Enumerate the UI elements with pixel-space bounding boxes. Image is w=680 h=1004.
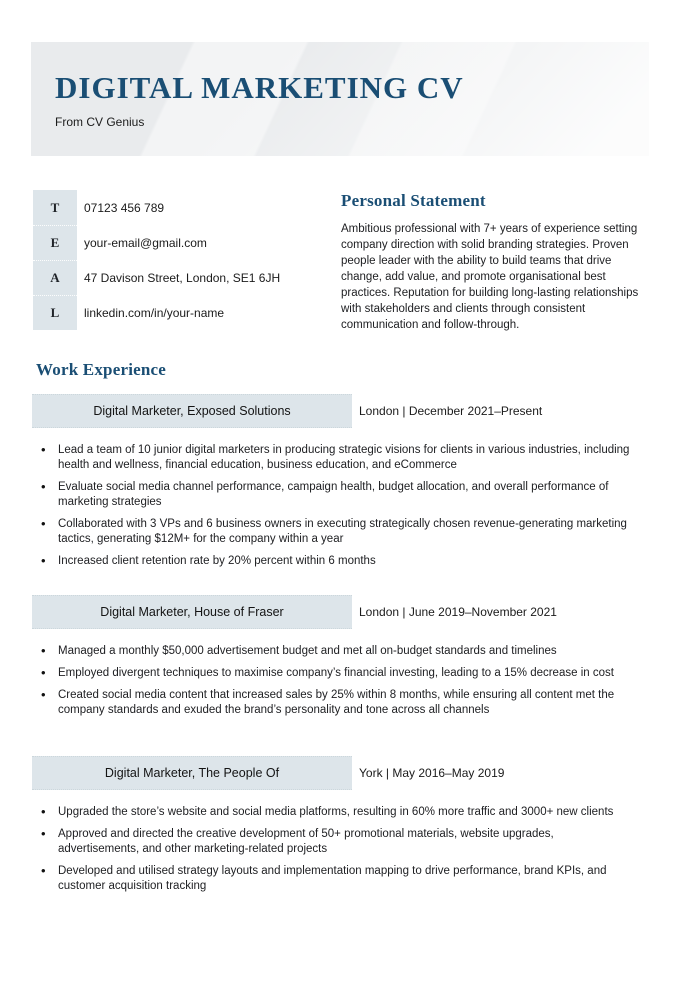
bullet-item: • Approved and directed the creative development of 50+ promotional materials, website upgrades, advertisements, and other marketing-related projects xyxy=(32,827,632,857)
contact-row-email xyxy=(33,225,341,260)
contact-label-linkedin: L xyxy=(33,295,77,330)
job-title-box xyxy=(32,394,352,428)
job-bullets xyxy=(32,644,632,718)
job-entry-the-people-of xyxy=(0,756,680,894)
job-header xyxy=(32,394,680,428)
bullet-item: • Increased client retention rate by 20% percent within 6 months xyxy=(32,554,632,569)
bullet-item: • Created social media content that increased sales by 25% within 8 months, while ensuring all content met the company standards and exuded the brand’s personality and tone across all channels xyxy=(32,688,632,718)
personal-statement-body: Ambitious professional with 7+ years of experience setting company direction with solid branding strategies. Proven people leader with the ability to build teams that drive change, add value, and promote organisational best practices. Reputation for building long-lasting relationships with stakeholders and clients through consistent communication and follow-through. xyxy=(341,223,639,331)
job-title: Digital Marketer, House of Fraser xyxy=(100,605,284,619)
work-experience-section xyxy=(0,360,680,894)
bullet-item: • Managed a monthly $50,000 advertisement budget and met all on-budget standards and timelines xyxy=(32,644,632,659)
bullet-item: • Evaluate social media channel performance, campaign health, budget allocation, and overall performance of marketing strategies xyxy=(32,480,632,510)
page-subtitle: From CV Genius xyxy=(55,115,145,129)
personal-statement-heading: Personal Statement xyxy=(341,191,486,210)
cv-page xyxy=(0,42,680,1004)
bullet-item: • Upgraded the store’s website and social media platforms, resulting in 60% more traffic and 3000+ new clients xyxy=(32,805,632,820)
contact-label-email: E xyxy=(33,225,77,260)
contact-value-phone: 07123 456 789 xyxy=(84,200,165,215)
personal-statement-section xyxy=(341,190,649,333)
top-section xyxy=(33,190,649,333)
job-title: Digital Marketer, Exposed Solutions xyxy=(93,404,291,418)
contact-block xyxy=(33,190,341,333)
job-bullets xyxy=(32,805,632,894)
bullet-item: • Employed divergent techniques to maximise company’s financial investing, leading to a 15% decrease in cost xyxy=(32,666,632,681)
work-experience-heading: Work Experience xyxy=(36,360,167,379)
job-title-box xyxy=(32,756,352,790)
job-title: Digital Marketer, The People Of xyxy=(104,766,280,780)
job-entry-house-of-fraser xyxy=(0,595,680,718)
contact-value-email: your-email@gmail.com xyxy=(84,235,207,250)
job-location-dates: York | May 2016–May 2019 xyxy=(359,766,505,780)
bullet-item: • Lead a team of 10 junior digital marketers in producing strategic visions for clients in various industries, including health and wellness, financial education, business education, and eCommerce xyxy=(32,443,632,473)
job-entry-exposed-solutions xyxy=(0,394,680,569)
job-header xyxy=(32,756,680,790)
contact-row-address xyxy=(33,260,341,295)
page-header xyxy=(31,42,649,156)
job-title-box xyxy=(32,595,352,629)
bullet-item: • Developed and utilised strategy layouts and implementation mapping to drive performance, brand KPIs, and customer acquisition tracking xyxy=(32,864,632,894)
contact-value-linkedin: linkedin.com/in/your-name xyxy=(84,305,225,320)
contact-value-address: 47 Davison Street, London, SE1 6JH xyxy=(84,270,281,285)
bullet-item: • Collaborated with 3 VPs and 6 business owners in executing strategically chosen revenue-generating marketing tactics, generating $12M+ for the company within a year xyxy=(32,517,632,547)
job-header xyxy=(32,595,680,629)
page-title: DIGITAL MARKETING CV xyxy=(55,70,464,105)
job-location-dates: London | June 2019–November 2021 xyxy=(359,605,557,619)
contact-label-phone: T xyxy=(33,190,77,225)
contact-row-phone xyxy=(33,190,341,225)
job-location-dates: London | December 2021–Present xyxy=(359,404,543,418)
contact-label-address: A xyxy=(33,260,77,295)
contact-row-linkedin xyxy=(33,295,341,330)
job-bullets xyxy=(32,443,632,569)
